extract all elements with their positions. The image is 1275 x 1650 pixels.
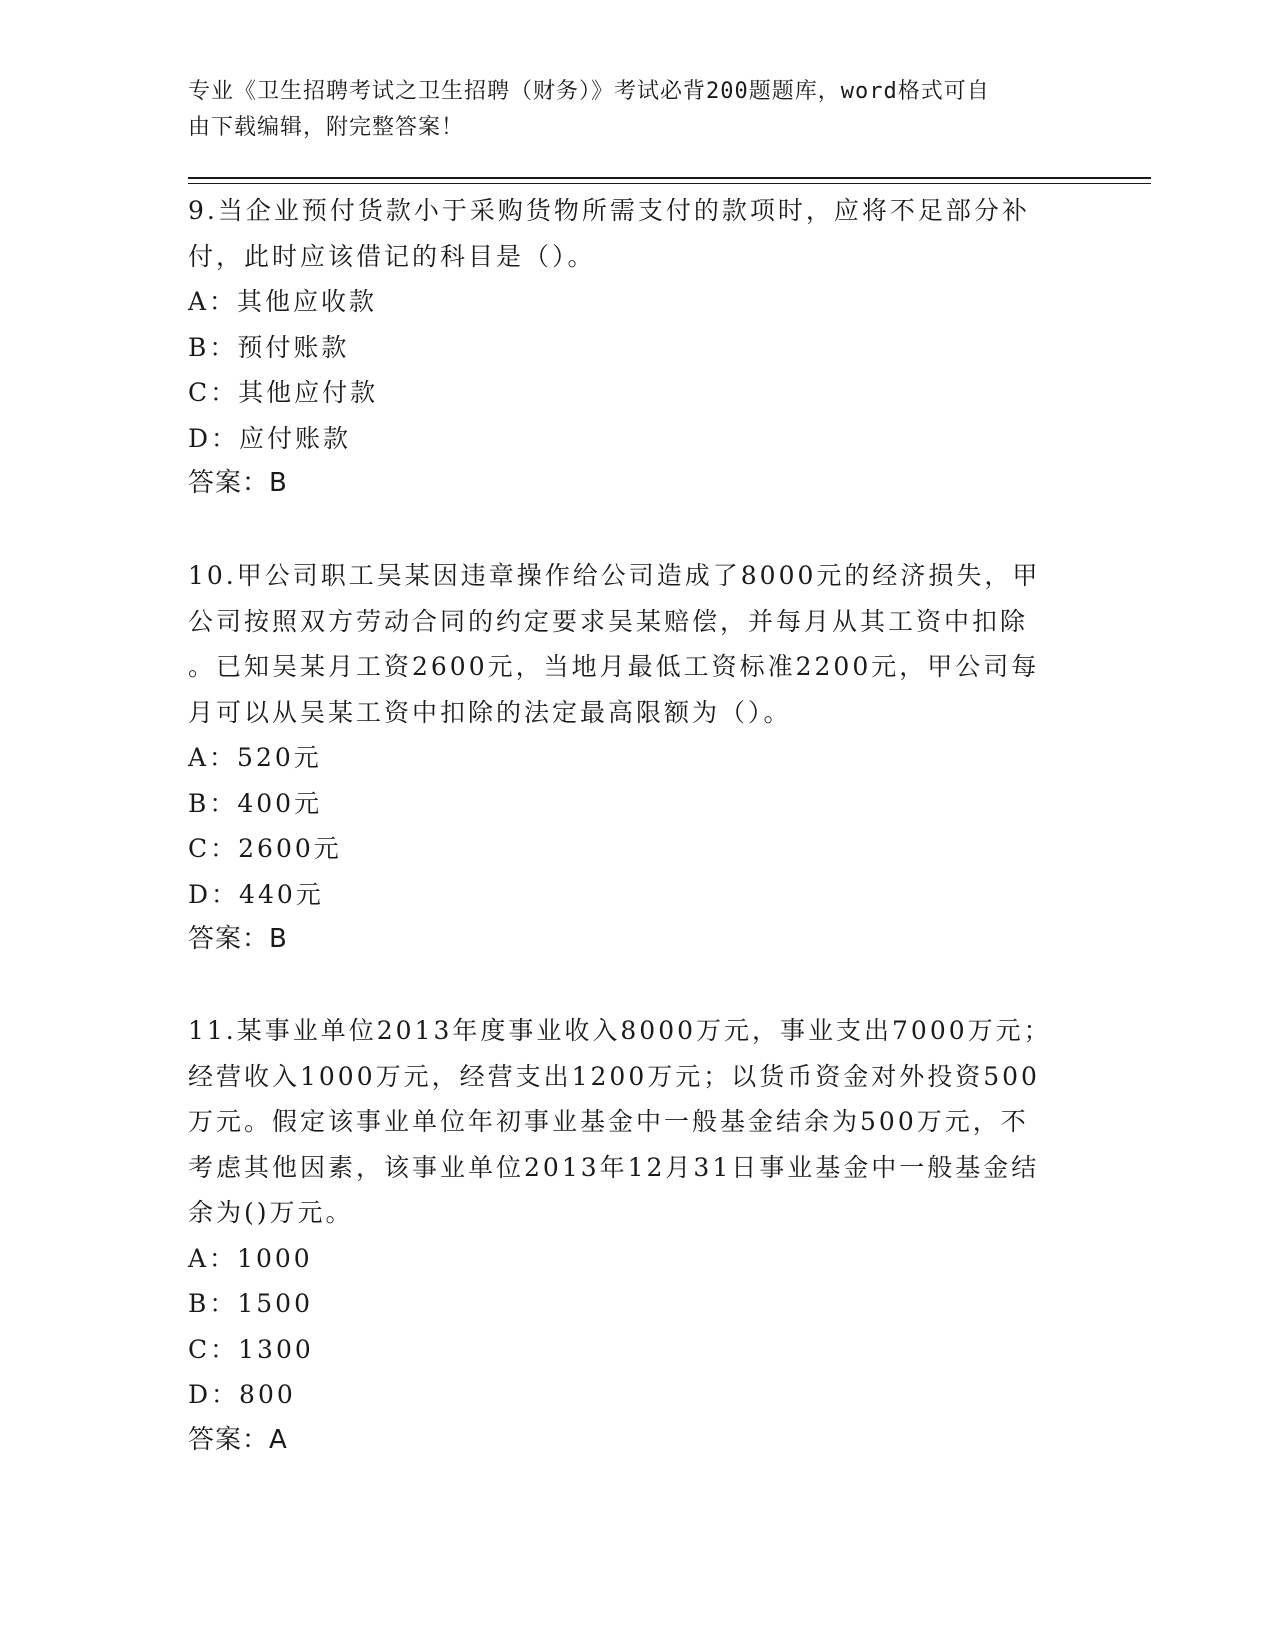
option-a: A：1000: [188, 1243, 313, 1273]
question-stem-line: 万元。假定该事业单位年初事业基金中一般基金结余为500万元，不: [188, 1107, 1029, 1136]
question-block-10: [188, 553, 1088, 963]
answer-label: 答案：A: [188, 1424, 288, 1455]
question-block-9: [188, 188, 1088, 507]
header-title-line-1: 专业《卫生招聘考试之卫生招聘（财务）》考试必背200题题库，word格式可自: [188, 79, 990, 104]
option-c: C：2600元: [188, 834, 342, 863]
question-stem-line: 月可以从吴某工资中扣除的法定最高限额为（）。: [188, 697, 792, 727]
option-c: C：1300: [188, 1334, 314, 1364]
question-stem-line: 经营收入1000万元，经营支出1200万元；以货币资金对外投资500: [188, 1061, 1040, 1091]
question-stem-line: 余为()万元。: [188, 1198, 354, 1227]
option-d: D：440元: [188, 879, 324, 909]
question-stem-line: 9.当企业预付货款小于采购货物所需支付的款项时，应将不足部分补: [188, 196, 1030, 225]
document-header: [188, 74, 1068, 146]
option-a: A：其他应收款: [188, 287, 378, 316]
question-stem-line: 考虑其他因素，该事业单位2013年12月31日事业基金中一般基金结: [188, 1152, 1040, 1182]
header-title-line-2: 由下载编辑，附完整答案！: [188, 115, 465, 140]
option-b: B：400元: [188, 788, 323, 818]
answer-label: 答案：B: [188, 468, 288, 498]
header-divider-thin: [188, 183, 1151, 184]
option-b: B：1500: [188, 1289, 313, 1318]
option-d: D：800: [188, 1380, 296, 1409]
question-stem-line: 。已知吴某月工资2600元，当地月最低工资标准2200元，甲公司每: [188, 652, 1040, 681]
option-a: A：520元: [188, 743, 322, 772]
question-stem-line: 公司按照双方劳动合同的约定要求吴某赔偿，并每月从其工资中扣除: [188, 606, 1029, 636]
question-stem-line: 付，此时应该借记的科目是（）。: [188, 241, 596, 271]
header-divider-thick: [188, 177, 1151, 179]
answer-label: 答案：B: [188, 924, 288, 954]
option-d: D：应付账款: [188, 423, 352, 453]
question-stem-line: 11.某事业单位2013年度事业收入8000万元，事业支出7000万元；: [188, 1016, 1052, 1045]
question-block-11: [188, 1008, 1088, 1463]
question-stem-line: 10.甲公司职工吴某因违章操作给公司造成了8000元的经济损失，甲: [188, 561, 1041, 590]
option-c: C：其他应付款: [188, 378, 379, 407]
option-b: B：预付账款: [188, 332, 350, 362]
